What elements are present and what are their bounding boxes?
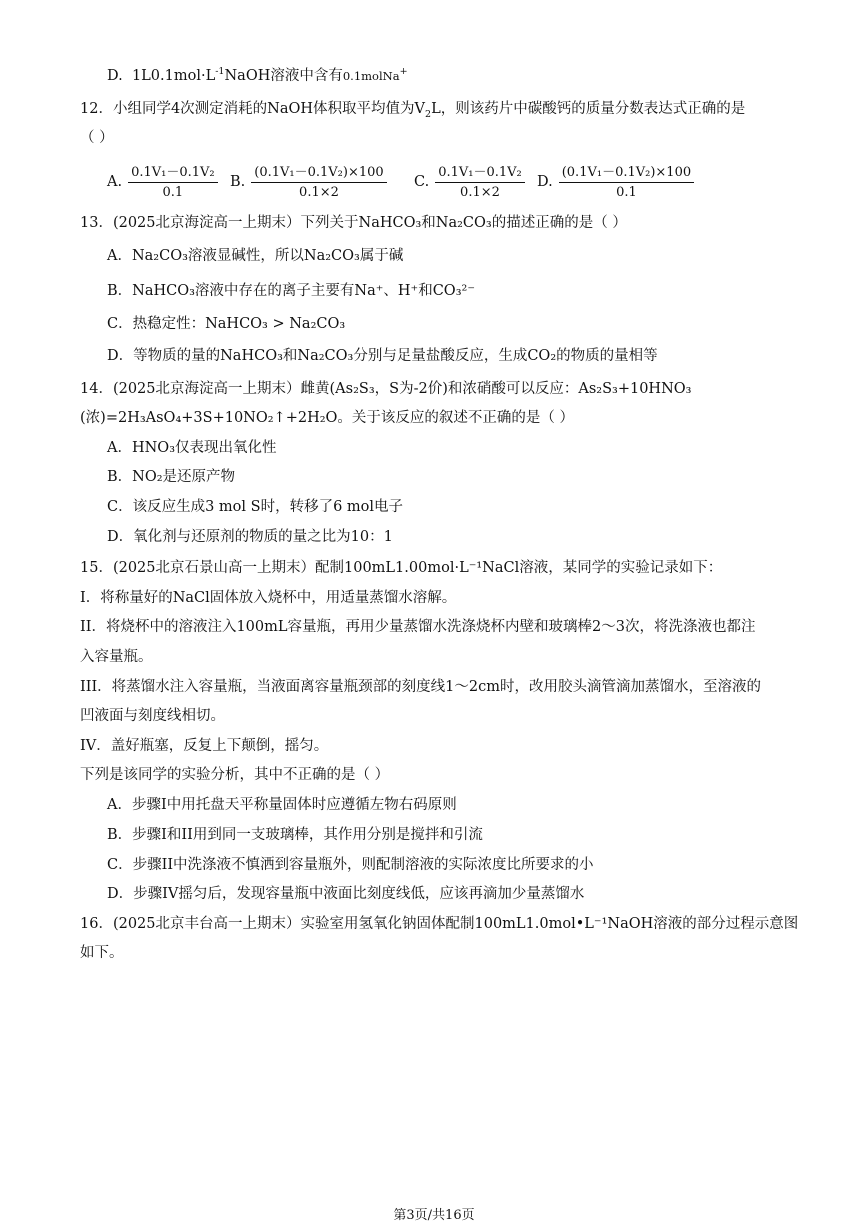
- q12-option-d: D. $\frac{\text{(0.1V₁－0.1V₂)×100}}{0.1}$: [537, 160, 696, 204]
- q13-option-c: C．热稳定性：NaHCO₃ > Na₂CO₃: [107, 316, 346, 332]
- q15-option-b: B．步骤I和II用到同一支玻璃棒，其作用分别是搅拌和引流: [107, 827, 483, 843]
- q13-option-d: D．等物质的量的NaHCO₃和Na₂CO₃分别与足量盐酸反应，生成CO₂的物质的量相等: [107, 348, 658, 364]
- q15-option-a: A．步骤I中用托盘天平称量固体时应遵循左物右码原则: [107, 797, 457, 813]
- q14-stem-line2: (浓)=2H₃AsO₄+3S+10NO₂↑+2H₂O。关于该反应的叙述不正确的是（ ）: [80, 410, 575, 426]
- page-footer: 第3页/共16页: [393, 1208, 475, 1223]
- q15-step-1: I．将称量好的NaCl固体放入烧杯中，用适量蒸馏水溶解。: [80, 590, 457, 606]
- q15-step-3-line1: III．将蒸馏水注入容量瓶，当液面离容量瓶颈部的刻度线1～2cm时，改用胶头滴管滴加蒸馏水，至溶液的: [80, 679, 762, 695]
- q15-option-d: D．步骤IV摇匀后，发现容量瓶中液面比刻度线低，应该再滴加少量蒸馏水: [107, 886, 585, 902]
- q14-option-a: A．HNO₃仅表现出氧化性: [107, 440, 277, 456]
- q14-stem-line1: 14．(2025北京海淀高一上期末）雌黄(As₂S₃，S为-2价)和浓硝酸可以反应：As₂S₃+10HNO₃: [80, 381, 692, 397]
- q15-step-2-line2: 入容量瓶。: [80, 649, 153, 665]
- q16-stem-line2: 如下。: [80, 945, 124, 961]
- q15-stem: 15．(2025北京石景山高一上期末）配制100mL1.00mol·L⁻¹NaCl溶液，某同学的实验记录如下：: [80, 560, 723, 576]
- q12-options: [107, 160, 807, 204]
- q12-option-c: C. $\frac{\text{0.1V₁－0.1V₂}}{0.1\times 2}$: [414, 160, 527, 204]
- q15-step-4: IV．盖好瓶塞，反复上下颠倒，摇匀。: [80, 738, 329, 754]
- q13-stem: 13．(2025北京海淀高一上期末）下列关于NaHCO₃和Na₂CO₃的描述正确的是（ ）: [80, 215, 627, 231]
- q14-option-b: B．NO₂是还原产物: [107, 469, 236, 485]
- q16-stem-line1: 16．(2025北京丰台高一上期末）实验室用氢氧化钠固体配制100mL1.0mol•L⁻¹NaOH溶液的部分过程示意图: [80, 916, 799, 932]
- q15-option-c: C．步骤II中洗涤液不慎洒到容量瓶外，则配制溶液的实际浓度比所要求的小: [107, 857, 594, 873]
- q12-option-a: A. $\frac{\text{0.1V₁－0.1V₂}}{0.1}$: [107, 160, 220, 204]
- q12-stem: 12．小组同学4次测定消耗的NaOH体积取平均值为$V_2L$，则该药片中碳酸钙的质量分数表达式正确的是: [80, 101, 746, 120]
- q15-step-3-line2: 凹液面与刻度线相切。: [80, 708, 225, 724]
- q11-option-d: D. $1L0.1mol\cdot L^{-1}NaOH$溶液中含有0.1molNa+: [107, 66, 408, 84]
- q15-step-2-line1: II．将烧杯中的溶液注入100mL容量瓶，再用少量蒸馏水洗涤烧杯内壁和玻璃棒2～3次，将洗涤液也都注: [80, 619, 756, 635]
- q13-option-a: A．Na₂CO₃溶液显碱性，所以Na₂CO₃属于碱: [107, 248, 404, 264]
- q14-option-c: C．该反应生成3 mol S时，转移了6 mol电子: [107, 499, 404, 515]
- q13-option-b: B．NaHCO₃溶液中存在的离子主要有Na⁺、H⁺和CO₃²⁻: [107, 283, 475, 299]
- q12-answer-paren: （ ）: [80, 130, 114, 146]
- q15-question: 下列是该同学的实验分析，其中不正确的是（ ）: [80, 767, 390, 783]
- q12-option-b: B. $\frac{\text{(0.1V₁－0.1V₂)×100}}{0.1\times 2}$: [230, 160, 389, 204]
- q14-option-d: D．氧化剂与还原剂的物质的量之比为10：1: [107, 529, 393, 545]
